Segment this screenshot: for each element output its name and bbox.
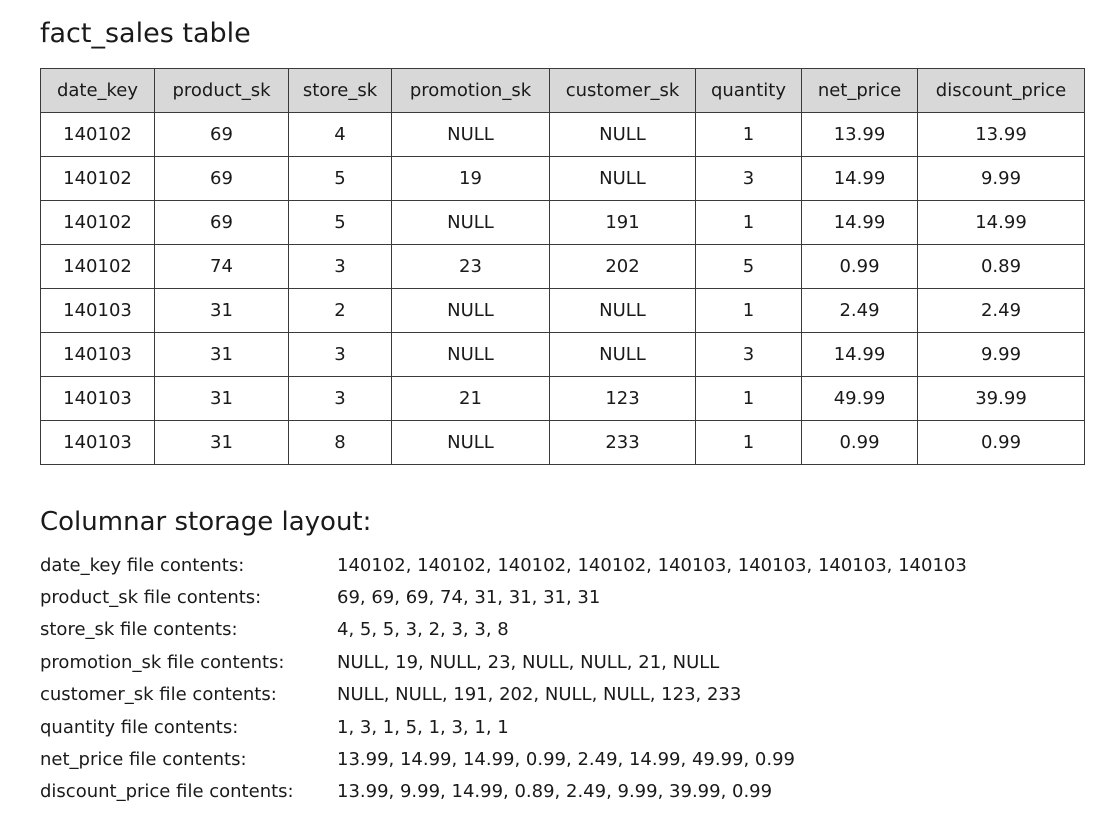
columnar-layout-title: Columnar storage layout: <box>40 507 372 537</box>
table-cell: 19 <box>392 157 550 201</box>
table-row <box>41 245 1085 289</box>
table-cell: 5 <box>289 157 392 201</box>
column-header-discount-price: discount_price <box>918 69 1085 113</box>
layout-value: 13.99, 14.99, 14.99, 0.99, 2.49, 14.99, 49.99, 0.99 <box>337 749 795 771</box>
layout-value: NULL, NULL, 191, 202, NULL, NULL, 123, 233 <box>337 684 742 706</box>
table-cell: 1 <box>696 421 802 465</box>
table-cell: 1 <box>696 113 802 157</box>
layout-value: 140102, 140102, 140102, 140102, 140103, 140103, 140103, 140103 <box>337 554 967 576</box>
table-cell: 3 <box>696 157 802 201</box>
table-cell: 8 <box>289 421 392 465</box>
table-row <box>41 201 1085 245</box>
table-cell: 140103 <box>41 333 155 377</box>
table-cell: 0.99 <box>802 421 918 465</box>
table-cell: 74 <box>155 245 289 289</box>
table-cell: 1 <box>696 289 802 333</box>
table-cell: 5 <box>289 201 392 245</box>
layout-label: customer_sk file contents: <box>40 684 277 706</box>
table-cell: 140103 <box>41 289 155 333</box>
table-cell: 31 <box>155 289 289 333</box>
layout-label: quantity file contents: <box>40 716 239 738</box>
table-cell: 3 <box>289 377 392 421</box>
table-cell: 31 <box>155 333 289 377</box>
layout-label: promotion_sk file contents: <box>40 651 285 673</box>
layout-row-quantity <box>40 711 967 743</box>
column-header-product-sk: product_sk <box>155 69 289 113</box>
table-cell: NULL <box>550 113 696 157</box>
layout-value: 69, 69, 69, 74, 31, 31, 31, 31 <box>337 587 601 609</box>
table-cell: 5 <box>696 245 802 289</box>
table-cell: NULL <box>392 113 550 157</box>
table-row <box>41 377 1085 421</box>
table-cell: 140102 <box>41 245 155 289</box>
table-cell: 140102 <box>41 113 155 157</box>
layout-row-store-sk <box>40 614 967 646</box>
table-cell: NULL <box>550 289 696 333</box>
layout-value: 13.99, 9.99, 14.99, 0.89, 2.49, 9.99, 39.99, 0.99 <box>337 781 773 803</box>
table-cell: NULL <box>392 421 550 465</box>
table-row <box>41 333 1085 377</box>
table-cell: 0.99 <box>802 245 918 289</box>
table-cell: NULL <box>392 289 550 333</box>
table-cell: 191 <box>550 201 696 245</box>
table-cell: 140102 <box>41 157 155 201</box>
table-cell: 0.89 <box>918 245 1085 289</box>
column-header-quantity: quantity <box>696 69 802 113</box>
layout-row-date-key <box>40 549 967 581</box>
layout-label: net_price file contents: <box>40 749 247 771</box>
table-cell: 1 <box>696 377 802 421</box>
table-cell: 140103 <box>41 421 155 465</box>
table-header-row <box>41 69 1085 113</box>
table-cell: NULL <box>550 157 696 201</box>
table-cell: 31 <box>155 377 289 421</box>
table-cell: NULL <box>550 333 696 377</box>
layout-label: date_key file contents: <box>40 554 245 576</box>
table-cell: 21 <box>392 377 550 421</box>
table-cell: 3 <box>289 333 392 377</box>
layout-value: 1, 3, 1, 5, 1, 3, 1, 1 <box>337 716 509 738</box>
table-cell: 14.99 <box>918 201 1085 245</box>
column-header-date-key: date_key <box>41 69 155 113</box>
table-row <box>41 157 1085 201</box>
table-cell: 49.99 <box>802 377 918 421</box>
layout-row-product-sk <box>40 581 967 613</box>
table-cell: 9.99 <box>918 333 1085 377</box>
column-header-store-sk: store_sk <box>289 69 392 113</box>
table-cell: 3 <box>289 245 392 289</box>
table-cell: 14.99 <box>802 201 918 245</box>
layout-label: product_sk file contents: <box>40 587 262 609</box>
table-cell: 13.99 <box>918 113 1085 157</box>
columnar-layout-list <box>40 549 967 808</box>
table-cell: 23 <box>392 245 550 289</box>
fact-sales-table <box>40 68 1085 465</box>
table-cell: 140102 <box>41 201 155 245</box>
layout-row-discount-price <box>40 776 967 808</box>
table-cell: 2.49 <box>802 289 918 333</box>
layout-row-net-price <box>40 743 967 775</box>
table-cell: 14.99 <box>802 333 918 377</box>
layout-value: NULL, 19, NULL, 23, NULL, NULL, 21, NULL <box>337 651 720 673</box>
table-cell: 202 <box>550 245 696 289</box>
table-cell: 31 <box>155 421 289 465</box>
table-cell: 4 <box>289 113 392 157</box>
table-cell: 39.99 <box>918 377 1085 421</box>
table-cell: 69 <box>155 113 289 157</box>
column-header-promotion-sk: promotion_sk <box>392 69 550 113</box>
table-cell: 1 <box>696 201 802 245</box>
column-header-net-price: net_price <box>802 69 918 113</box>
layout-row-customer-sk <box>40 679 967 711</box>
table-cell: 140103 <box>41 377 155 421</box>
layout-row-promotion-sk <box>40 646 967 678</box>
table-cell: NULL <box>392 333 550 377</box>
layout-label: store_sk file contents: <box>40 619 238 641</box>
table-cell: 2.49 <box>918 289 1085 333</box>
layout-value: 4, 5, 5, 3, 2, 3, 3, 8 <box>337 619 509 641</box>
table-cell: 2 <box>289 289 392 333</box>
table-cell: NULL <box>392 201 550 245</box>
layout-label: discount_price file contents: <box>40 781 294 803</box>
table-cell: 3 <box>696 333 802 377</box>
table-cell: 0.99 <box>918 421 1085 465</box>
table-cell: 13.99 <box>802 113 918 157</box>
table-cell: 14.99 <box>802 157 918 201</box>
table-cell: 123 <box>550 377 696 421</box>
column-header-customer-sk: customer_sk <box>550 69 696 113</box>
table-row <box>41 113 1085 157</box>
table-cell: 9.99 <box>918 157 1085 201</box>
table-cell: 69 <box>155 201 289 245</box>
table-title: fact_sales table <box>40 18 251 49</box>
table-row <box>41 289 1085 333</box>
table-cell: 69 <box>155 157 289 201</box>
table-cell: 233 <box>550 421 696 465</box>
table-row <box>41 421 1085 465</box>
